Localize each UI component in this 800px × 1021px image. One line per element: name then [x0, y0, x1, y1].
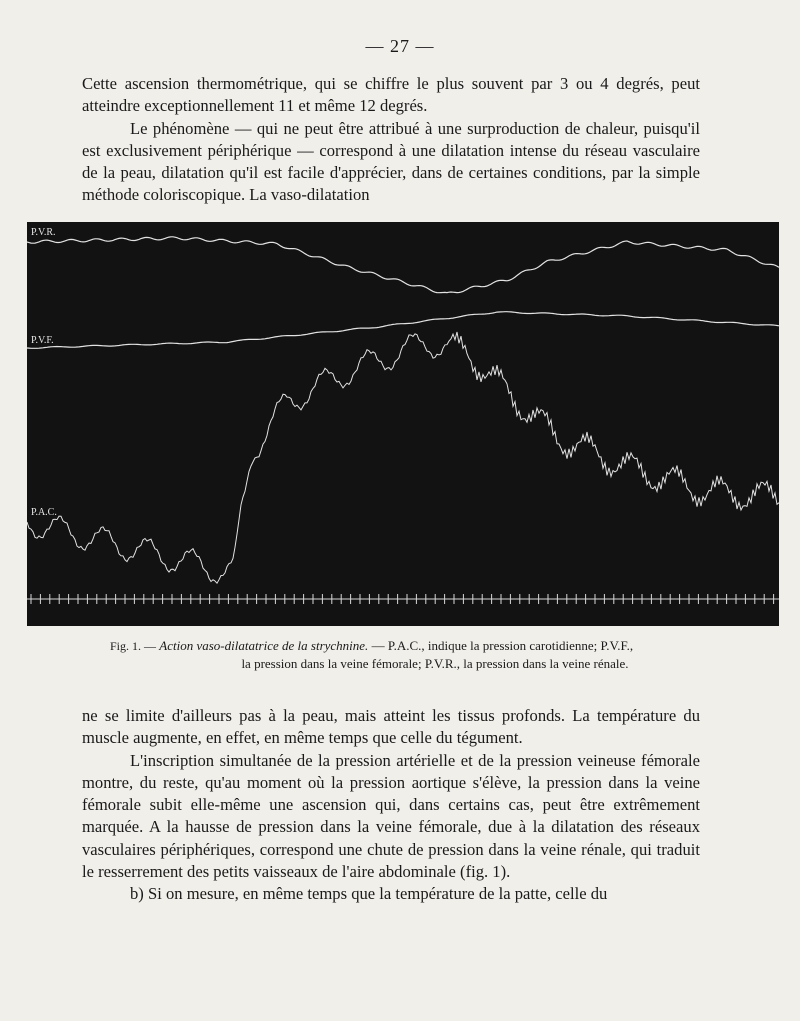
caption-fig-label: Fig. 1. —: [110, 639, 157, 653]
kymograph-tracing: [27, 222, 779, 626]
paragraph: b) Si on mesure, en même temps que la température de la patte, celle du: [130, 884, 608, 904]
paragraph: ne se limite d'ailleurs pas à la peau, mais atteint les tissus profonds. La température du muscle augmente, en effet, en même temps que celle du tégument.: [82, 706, 700, 748]
page-number: — 27 —: [365, 36, 435, 56]
trace-pvf: [27, 312, 779, 349]
label-pvf: P.V.F.: [31, 335, 54, 346]
caption-line2: la pression dans la veine fémorale; P.V.R., la pression dans la veine rénale.: [241, 656, 629, 671]
trace-pvr: [27, 237, 779, 293]
caption-line1: — P.A.C., indique la pression carotidienne; P.V.F.,: [371, 638, 634, 653]
figure-tracing: [27, 222, 779, 626]
trace-pac: [27, 332, 779, 583]
body-text-bottom: [82, 705, 700, 906]
paragraph: L'inscription simultanée de la pression artérielle et de la pression veineuse fémorale montre, du reste, qu'au moment où la pression aortique s'élève, la pression dans la veine fémorale subit elle-même une ascension qui, dans certains cas, peut être extrêmement marquée. A la hausse de pression dans la veine fémorale, due à la dilatation des réseaux vasculaires périphériques, correspond une chute de pression dans la veine rénale, qui traduit le resserrement des petits vaisseaux de l'aire abdominale (fig. 1).: [82, 750, 700, 882]
label-pac: P.A.C.: [31, 507, 57, 518]
caption-title: Action vaso-dilatatrice de la strychnine.: [159, 638, 369, 653]
paragraph: Le phénomène — qui ne peut être attribué à une surproduction de chaleur, puisqu'il est exclusivement périphérique — correspond à une dilatation intense du réseau vasculaire de la peau, dilatation qu'il est facile d'apprécier, dans de certaines conditions, par la simple méthode coloriscopique. La vaso-dilatation: [82, 118, 700, 205]
label-pvr: P.V.R.: [31, 227, 56, 238]
body-text-top: [82, 73, 700, 207]
paragraph: Cette ascension thermométrique, qui se chiffre le plus souvent par 3 ou 4 degrés, peut atteindre exceptionnellement 11 et même 12 degrés.: [82, 74, 700, 116]
figure-caption: [110, 637, 740, 672]
